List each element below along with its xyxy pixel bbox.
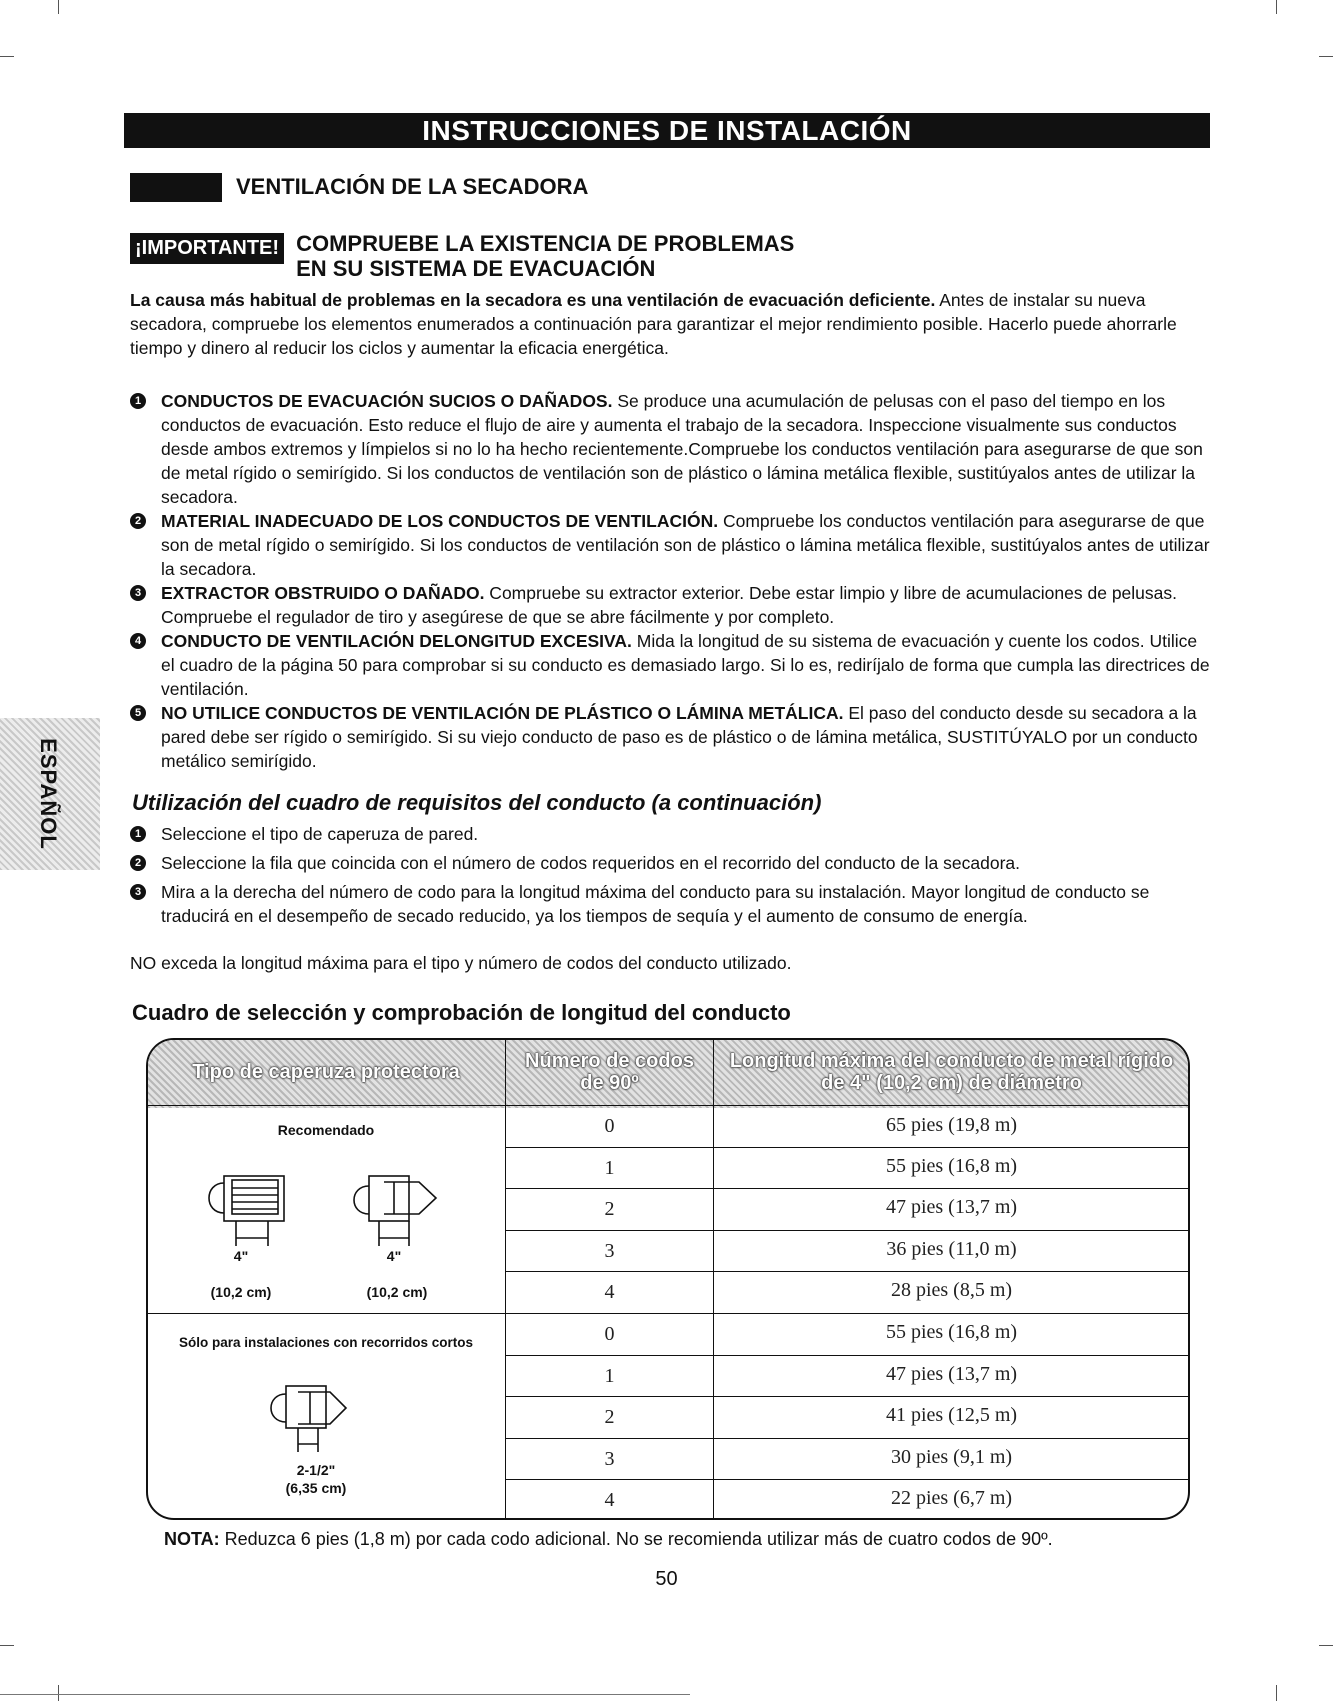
table-note [164, 1529, 1053, 1550]
intro-bold: La causa más habitual de problemas en la secadora es una ventilación de evacuación deficiente. [130, 290, 936, 310]
check-item [130, 581, 1215, 629]
elbow-count: 4 [604, 1281, 615, 1303]
number-bullet-icon: 1 [130, 393, 146, 409]
check-text: Se produce una acumulación de pelusas con el paso del tiempo en los conductos de evacuación. Esto reduce el flujo de aire y aumenta el trabajo de la secadora. Inspeccione visualmente sus conductos desde ambos extremos y límpielos si no lo ha hecho recientemente.Compruebe los conductos ventilación para asegurarse de que son de metal rígido o semirígido. Si los conductos de ventilación son de plástico o lámina metálica flexible, sustitúyalos antes de utilizar la secadora. [161, 391, 1203, 507]
crop-mark [1319, 56, 1333, 57]
short-runs-label: Sólo para instalaciones con recorridos cortos [178, 1335, 474, 1350]
recommended-label: Recomendado [277, 1122, 375, 1138]
row-divider [506, 1230, 1190, 1231]
intro-text: Antes de instalar su nueva secadora, compruebe los elementos enumerados a continuación para garantizar el mejor rendimiento posible. Hacerlo puede ahorrarle tiempo y dinero al reducir los ciclos y aumentar la eficacia energética. [130, 290, 1177, 358]
number-bullet-icon: 3 [130, 884, 146, 900]
important-title-line: EN SU SISTEMA DE EVACUACIÓN [296, 256, 656, 281]
usage-heading: Utilización del cuadro de requisitos del conducto (a continuación) [132, 790, 822, 815]
usage-steps [130, 822, 1215, 928]
check-text: Compruebe los conductos ventilación para asegurarse de que son de metal rígido o semirígido. Si los conductos de ventilación son de plástico o lámina metálica flexible, sustitúyalos antes de utilizar la secadora. [161, 511, 1210, 579]
important-title [296, 231, 794, 281]
section-marker [130, 173, 222, 202]
check-item [130, 509, 1215, 581]
section-title: VENTILACIÓN DE LA SECADORA [236, 174, 589, 199]
number-bullet-icon: 3 [130, 585, 146, 601]
usage-warning: NO exceda la longitud máxima para el tipo y número de codos del conducto utilizado. [130, 953, 792, 973]
row-divider [506, 1355, 1190, 1356]
header-divider [146, 1105, 1190, 1106]
crop-mark [58, 0, 59, 14]
important-title-line: COMPRUEBE LA EXISTENCIA DE PROBLEMAS [296, 231, 795, 256]
group-divider [146, 1313, 1190, 1314]
max-length: 55 pies (16,8 m) [885, 1155, 1018, 1177]
number-bullet-icon: 4 [130, 633, 146, 649]
max-length: 28 pies (8,5 m) [890, 1279, 1013, 1301]
elbow-count: 3 [604, 1240, 615, 1262]
row-divider [506, 1271, 1190, 1272]
important-badge: ¡IMPORTANTE! [130, 233, 284, 264]
elbow-count: 3 [604, 1448, 615, 1470]
number-bullet-icon: 1 [130, 826, 146, 842]
row-divider [506, 1438, 1190, 1439]
dimension-metric: (10,2 cm) [210, 1284, 272, 1300]
elbow-count: 1 [604, 1365, 615, 1387]
crop-mark [0, 1645, 14, 1646]
note-label: NOTA: [164, 1529, 220, 1549]
bottom-rule [0, 1694, 690, 1695]
header-hood-type: Tipo de caperuza protectora [192, 1061, 460, 1083]
check-title: NO UTILICE CONDUCTOS DE VENTILACIÓN DE PLÁSTICO O LÁMINA METÁLICA. [161, 703, 844, 723]
step-text: Mira a la derecha del número de codo para la longitud máxima del conducto para su instalación. Mayor longitud de conducto se traducirá en el desempeño de secado reducido, ya los tiempos de sequía y el aumento de consumo de energía. [161, 882, 1150, 926]
max-length: 47 pies (13,7 m) [885, 1196, 1018, 1218]
max-length: 65 pies (19,8 m) [885, 1114, 1018, 1136]
elbow-count: 4 [604, 1489, 615, 1511]
check-text: Compruebe su extractor exterior. Debe estar limpio y libre de acumulaciones de pelusas. Compruebe el regulador de tiro y asegúrese de que se abre fácilmente y por completo. [161, 583, 1178, 627]
usage-step [130, 880, 1215, 928]
check-title: CONDUCTO DE VENTILACIÓN DELONGITUD EXCESIVA. [161, 631, 632, 651]
intro-paragraph [130, 288, 1210, 360]
header-elbows: Número de codos de 90º [525, 1050, 694, 1094]
check-item [130, 701, 1215, 773]
number-bullet-icon: 2 [130, 855, 146, 871]
elbow-count: 1 [604, 1157, 615, 1179]
section-heading [130, 172, 588, 202]
max-length: 41 pies (12,5 m) [885, 1404, 1018, 1426]
checks-list [130, 389, 1215, 773]
step-text: Seleccione el tipo de caperuza de pared. [161, 824, 479, 844]
check-item [130, 389, 1215, 509]
elbow-count: 0 [604, 1323, 615, 1345]
elbow-count: 2 [604, 1406, 615, 1428]
dimension-label: 2-1/2" [296, 1462, 336, 1478]
dimension-metric: (10,2 cm) [366, 1284, 428, 1300]
check-item [130, 629, 1215, 701]
note-text: Reduzca 6 pies (1,8 m) por cada codo adicional. No se recomienda utilizar más de cuatro codos de 90º. [219, 1529, 1053, 1549]
dimension-label: 4" [386, 1248, 402, 1264]
row-divider [506, 1188, 1190, 1189]
usage-step [130, 851, 1215, 875]
max-length: 47 pies (13,7 m) [885, 1363, 1018, 1385]
max-length: 36 pies (11,0 m) [886, 1238, 1017, 1260]
table-title: Cuadro de selección y comprobación de longitud del conducto [132, 1000, 791, 1025]
important-notice [130, 231, 794, 281]
usage-step [130, 822, 1215, 846]
crop-mark [1276, 1685, 1277, 1701]
check-title: CONDUCTOS DE EVACUACIÓN SUCIOS O DAÑADOS. [161, 391, 613, 411]
row-divider [506, 1479, 1190, 1480]
check-title: MATERIAL INADECUADO DE LOS CONDUCTOS DE VENTILACIÓN. [161, 511, 719, 531]
page-number: 50 [655, 1568, 678, 1590]
duct-length-table [146, 1038, 1190, 1520]
step-text: Seleccione la fila que coincida con el número de codos requeridos en el recorrido del conducto de la secadora. [161, 853, 1021, 873]
check-text: El paso del conducto desde su secadora a la pared debe ser rígido o semirígido. Si su viejo conducto de paso es de plástico o de lámina metálica, SUSTITÚYALO por un conducto metálico semirígido. [161, 703, 1198, 771]
crop-mark [58, 1685, 59, 1701]
check-text: Mida la longitud de su sistema de evacuación y cuente los codos. Utilice el cuadro de la página 50 para comprobar si su conducto es demasiado largo. Si lo es, rediríjalo de forma que cumpla las directrices de ventilación. [161, 631, 1210, 699]
row-divider [506, 1396, 1190, 1397]
number-bullet-icon: 2 [130, 513, 146, 529]
max-length: 55 pies (16,8 m) [885, 1321, 1018, 1343]
dimension-label: 4" [233, 1248, 249, 1264]
crop-mark [1319, 1645, 1333, 1646]
row-divider [506, 1147, 1190, 1148]
check-title: EXTRACTOR OBSTRUIDO O DAÑADO. [161, 583, 485, 603]
side-tab-label: ESPAÑOL [36, 738, 61, 850]
dimension-metric: (6,35 cm) [285, 1480, 347, 1496]
short-run-hood-illustration [246, 1378, 396, 1458]
crop-mark [0, 56, 14, 57]
page-banner: INSTRUCCIONES DE INSTALACIÓN [124, 113, 1210, 148]
crop-mark [1276, 0, 1277, 14]
max-length: 30 pies (9,1 m) [890, 1446, 1013, 1468]
header-max-length: Longitud máxima del conducto de metal rígido de 4" (10,2 cm) de diámetro [729, 1050, 1174, 1094]
number-bullet-icon: 5 [130, 705, 146, 721]
max-length: 22 pies (6,7 m) [890, 1487, 1013, 1509]
elbow-count: 0 [604, 1115, 615, 1137]
elbow-count: 2 [604, 1198, 615, 1220]
